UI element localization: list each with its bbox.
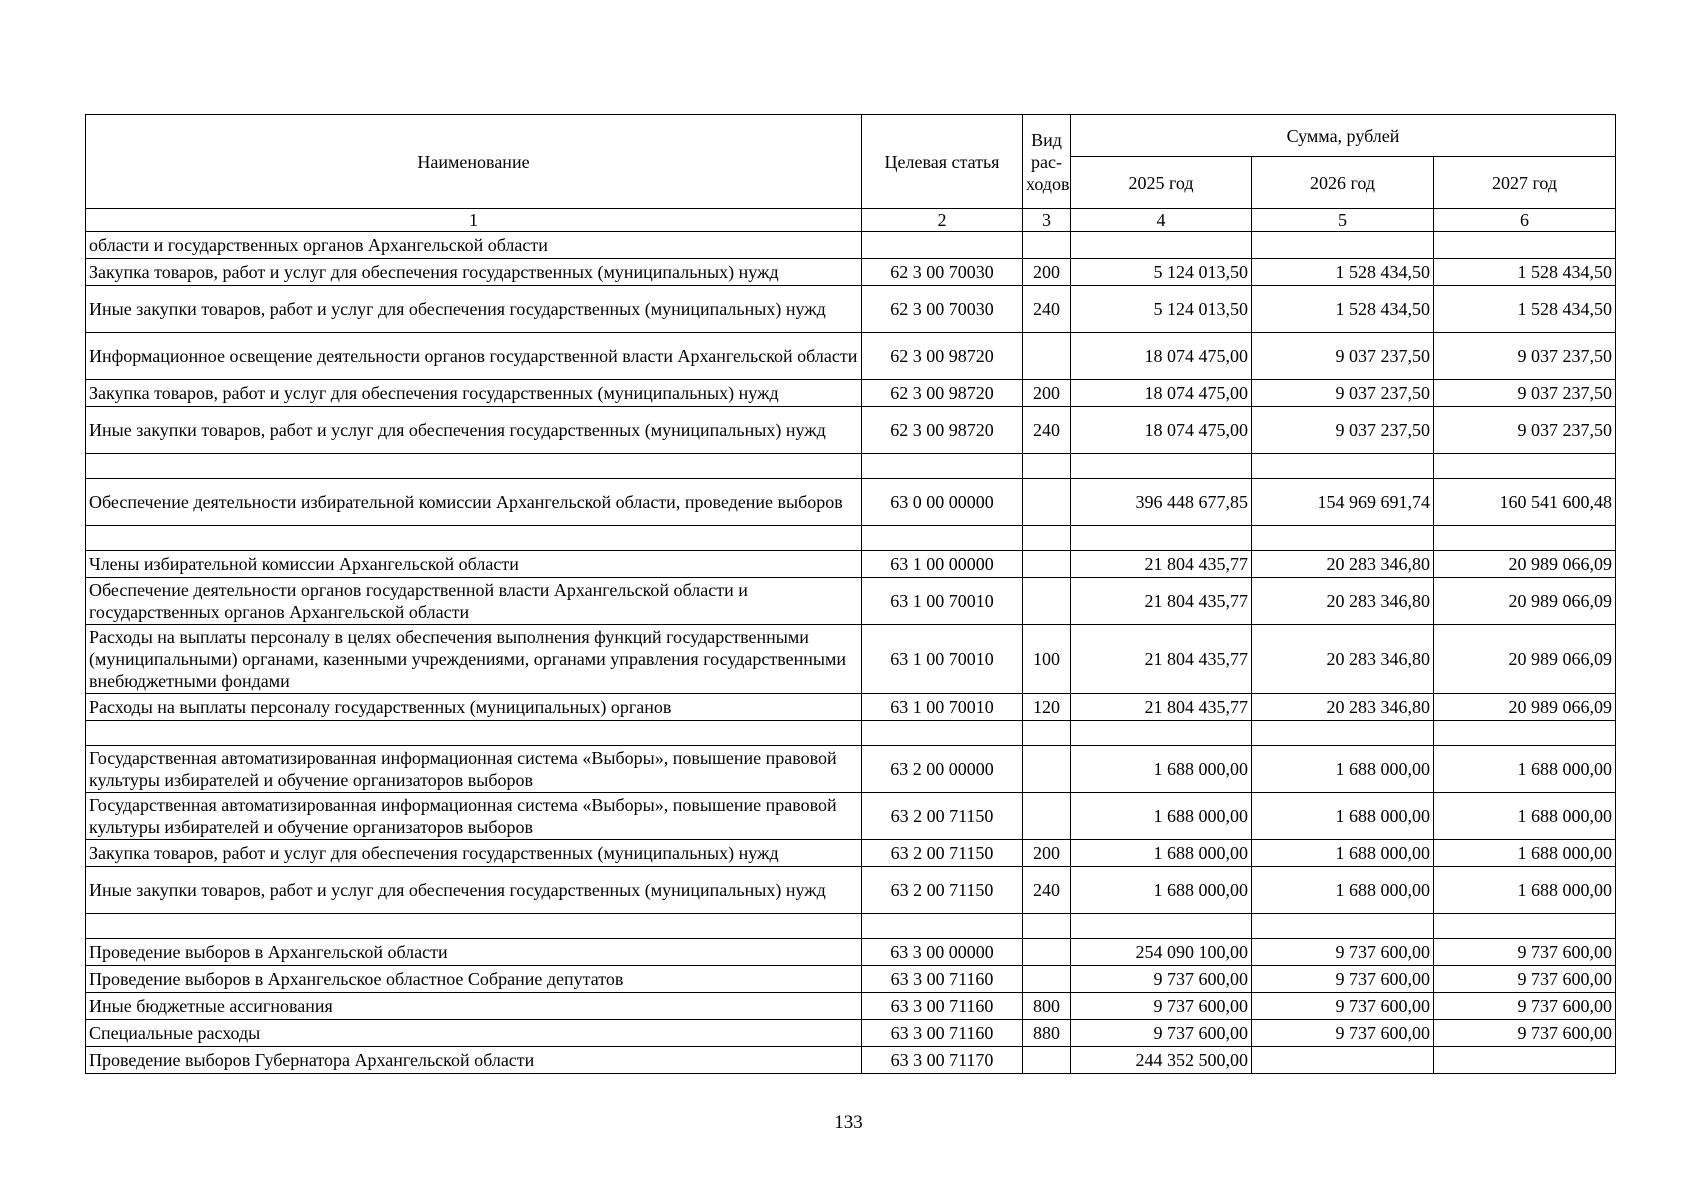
cell-name: Расходы на выплаты персоналу государственных (муниципальных) органов: [86, 694, 862, 721]
cell-amount-2025: [1071, 232, 1252, 259]
cell-amount-2025: 21 804 435,77: [1071, 578, 1252, 625]
table-row: [86, 793, 1616, 840]
cell-amount-2025: 1 688 000,00: [1071, 867, 1252, 914]
table-row: [86, 746, 1616, 793]
table-row: [86, 286, 1616, 333]
cell-name: Проведение выборов Губернатора Архангельской области: [86, 1047, 862, 1074]
cell-amount-2025: 5 124 013,50: [1071, 259, 1252, 286]
cell-name: Иные бюджетные ассигнования: [86, 993, 862, 1020]
cell-target-code: 62 3 00 98720: [862, 380, 1023, 407]
cell-amount-2026: [1252, 232, 1434, 259]
cell-target-code: 63 2 00 71150: [862, 793, 1023, 840]
cell-amount-2026: [1252, 914, 1434, 939]
cell-amount-2027: 9 037 237,50: [1434, 333, 1616, 380]
column-number: 3: [1023, 209, 1071, 232]
header-2026: 2026 год: [1252, 157, 1434, 209]
cell-expense-type: [1023, 578, 1071, 625]
cell-name: [86, 721, 862, 746]
cell-amount-2027: 9 037 237,50: [1434, 380, 1616, 407]
cell-amount-2026: 9 737 600,00: [1252, 993, 1434, 1020]
cell-target-code: 62 3 00 70030: [862, 259, 1023, 286]
cell-amount-2026: 1 688 000,00: [1252, 867, 1434, 914]
cell-target-code: 62 3 00 98720: [862, 333, 1023, 380]
cell-expense-type: [1023, 333, 1071, 380]
cell-amount-2025: [1071, 914, 1252, 939]
cell-name: Проведение выборов в Архангельское областное Собрание депутатов: [86, 966, 862, 993]
table-row: [86, 578, 1616, 625]
cell-amount-2027: [1434, 454, 1616, 479]
column-number-row: [86, 209, 1616, 232]
table-row: [86, 407, 1616, 454]
cell-expense-type: [1023, 914, 1071, 939]
cell-name: Обеспечение деятельности органов государственной власти Архангельской области и государственных органов Архангельской области: [86, 578, 862, 625]
table-row: [86, 1020, 1616, 1047]
table-row: [86, 914, 1616, 939]
table-row: [86, 966, 1616, 993]
cell-target-code: 63 2 00 00000: [862, 746, 1023, 793]
cell-amount-2025: 18 074 475,00: [1071, 380, 1252, 407]
cell-amount-2026: 20 283 346,80: [1252, 551, 1434, 578]
header-row-top: [86, 115, 1616, 157]
cell-amount-2025: 254 090 100,00: [1071, 939, 1252, 966]
table-row: [86, 380, 1616, 407]
cell-expense-type: [1023, 746, 1071, 793]
cell-target-code: 62 3 00 70030: [862, 286, 1023, 333]
cell-expense-type: 800: [1023, 993, 1071, 1020]
budget-table: [85, 114, 1616, 1074]
cell-target-code: 63 3 00 00000: [862, 939, 1023, 966]
cell-amount-2025: 244 352 500,00: [1071, 1047, 1252, 1074]
table-row: [86, 867, 1616, 914]
cell-amount-2027: [1434, 232, 1616, 259]
cell-expense-type: 240: [1023, 286, 1071, 333]
cell-expense-type: [1023, 479, 1071, 526]
cell-amount-2025: 1 688 000,00: [1071, 793, 1252, 840]
cell-expense-type: [1023, 966, 1071, 993]
header-target: Целевая статья: [862, 115, 1023, 209]
cell-expense-type: 100: [1023, 625, 1071, 694]
cell-amount-2027: 1 688 000,00: [1434, 867, 1616, 914]
cell-amount-2026: [1252, 721, 1434, 746]
cell-amount-2025: [1071, 454, 1252, 479]
cell-name: Закупка товаров, работ и услуг для обеспечения государственных (муниципальных) нужд: [86, 380, 862, 407]
cell-amount-2027: [1434, 526, 1616, 551]
cell-amount-2027: [1434, 914, 1616, 939]
page-number: 133: [834, 1112, 863, 1133]
cell-target-code: 63 3 00 71160: [862, 966, 1023, 993]
cell-target-code: 63 1 00 00000: [862, 551, 1023, 578]
cell-amount-2025: 5 124 013,50: [1071, 286, 1252, 333]
cell-target-code: 63 1 00 70010: [862, 578, 1023, 625]
cell-expense-type: [1023, 793, 1071, 840]
cell-expense-type: 200: [1023, 380, 1071, 407]
cell-amount-2025: 396 448 677,85: [1071, 479, 1252, 526]
cell-expense-type: 200: [1023, 840, 1071, 867]
cell-expense-type: 240: [1023, 867, 1071, 914]
cell-name: Специальные расходы: [86, 1020, 862, 1047]
cell-expense-type: [1023, 939, 1071, 966]
header-2025: 2025 год: [1071, 157, 1252, 209]
cell-amount-2026: 9 737 600,00: [1252, 966, 1434, 993]
cell-amount-2026: 9 737 600,00: [1252, 1020, 1434, 1047]
cell-amount-2027: 20 989 066,09: [1434, 578, 1616, 625]
cell-target-code: 63 1 00 70010: [862, 694, 1023, 721]
cell-name: Расходы на выплаты персоналу в целях обеспечения выполнения функций государственными (муниципальными) органами, казенными учреждениями, органами управления государственными внебюджетными фондами: [86, 625, 862, 694]
cell-amount-2027: 1 688 000,00: [1434, 840, 1616, 867]
cell-amount-2026: 1 528 434,50: [1252, 286, 1434, 333]
cell-amount-2025: 18 074 475,00: [1071, 407, 1252, 454]
header-2027: 2027 год: [1434, 157, 1616, 209]
cell-expense-type: [1023, 526, 1071, 551]
table-body: [86, 232, 1616, 1074]
cell-name: [86, 914, 862, 939]
table-row: [86, 694, 1616, 721]
cell-amount-2025: 9 737 600,00: [1071, 1020, 1252, 1047]
cell-target-code: 62 3 00 98720: [862, 407, 1023, 454]
cell-name: [86, 454, 862, 479]
cell-amount-2027: 9 737 600,00: [1434, 993, 1616, 1020]
cell-amount-2026: 1 688 000,00: [1252, 793, 1434, 840]
cell-target-code: [862, 454, 1023, 479]
cell-name: Члены избирательной комиссии Архангельской области: [86, 551, 862, 578]
cell-target-code: [862, 526, 1023, 551]
cell-amount-2027: 9 737 600,00: [1434, 939, 1616, 966]
cell-amount-2025: 1 688 000,00: [1071, 746, 1252, 793]
cell-expense-type: [1023, 454, 1071, 479]
table-row: [86, 551, 1616, 578]
cell-target-code: 63 3 00 71160: [862, 1020, 1023, 1047]
cell-amount-2026: 1 688 000,00: [1252, 746, 1434, 793]
cell-name: Проведение выборов в Архангельской области: [86, 939, 862, 966]
cell-target-code: [862, 914, 1023, 939]
cell-amount-2025: 18 074 475,00: [1071, 333, 1252, 380]
cell-amount-2027: [1434, 721, 1616, 746]
header-name: Наименование: [86, 115, 862, 209]
cell-name: Закупка товаров, работ и услуг для обеспечения государственных (муниципальных) нужд: [86, 259, 862, 286]
cell-name: Государственная автоматизированная информационная система «Выборы», повышение правовой культуры избирателей и обучение организаторов выборов: [86, 746, 862, 793]
cell-amount-2026: 20 283 346,80: [1252, 578, 1434, 625]
table-row: [86, 479, 1616, 526]
cell-target-code: 63 3 00 71160: [862, 993, 1023, 1020]
cell-amount-2026: 1 528 434,50: [1252, 259, 1434, 286]
cell-expense-type: 200: [1023, 259, 1071, 286]
cell-amount-2027: 20 989 066,09: [1434, 694, 1616, 721]
cell-amount-2025: 9 737 600,00: [1071, 993, 1252, 1020]
cell-name: Иные закупки товаров, работ и услуг для обеспечения государственных (муниципальных) нужд: [86, 407, 862, 454]
cell-target-code: 63 0 00 00000: [862, 479, 1023, 526]
cell-expense-type: [1023, 721, 1071, 746]
cell-expense-type: 240: [1023, 407, 1071, 454]
table-row: [86, 993, 1616, 1020]
column-number: 4: [1071, 209, 1252, 232]
header-type: Вид рас-ходов: [1023, 115, 1071, 209]
table-row: [86, 526, 1616, 551]
cell-amount-2027: 160 541 600,48: [1434, 479, 1616, 526]
cell-expense-type: 120: [1023, 694, 1071, 721]
cell-amount-2026: 9 037 237,50: [1252, 380, 1434, 407]
cell-target-code: 63 3 00 71170: [862, 1047, 1023, 1074]
cell-amount-2026: 20 283 346,80: [1252, 694, 1434, 721]
cell-name: Государственная автоматизированная информационная система «Выборы», повышение правовой культуры избирателей и обучение организаторов выборов: [86, 793, 862, 840]
cell-expense-type: 880: [1023, 1020, 1071, 1047]
cell-name: Закупка товаров, работ и услуг для обеспечения государственных (муниципальных) нужд: [86, 840, 862, 867]
header-sum: Сумма, рублей: [1071, 115, 1616, 157]
cell-amount-2025: 21 804 435,77: [1071, 551, 1252, 578]
cell-name: области и государственных органов Архангельской области: [86, 232, 862, 259]
table-row: [86, 939, 1616, 966]
table-row: [86, 259, 1616, 286]
table-row: [86, 1047, 1616, 1074]
cell-name: Информационное освещение деятельности органов государственной власти Архангельской области: [86, 333, 862, 380]
cell-amount-2027: 20 989 066,09: [1434, 551, 1616, 578]
cell-amount-2026: 1 688 000,00: [1252, 840, 1434, 867]
cell-amount-2026: 9 737 600,00: [1252, 939, 1434, 966]
cell-amount-2025: [1071, 526, 1252, 551]
table-row: [86, 840, 1616, 867]
cell-name: Обеспечение деятельности избирательной комиссии Архангельской области, проведение выборов: [86, 479, 862, 526]
cell-name: [86, 526, 862, 551]
cell-amount-2026: [1252, 454, 1434, 479]
cell-amount-2027: 9 037 237,50: [1434, 407, 1616, 454]
table-row: [86, 721, 1616, 746]
cell-amount-2027: 9 737 600,00: [1434, 966, 1616, 993]
cell-amount-2026: [1252, 1047, 1434, 1074]
cell-target-code: 63 2 00 71150: [862, 840, 1023, 867]
cell-amount-2027: 1 688 000,00: [1434, 746, 1616, 793]
cell-target-code: [862, 232, 1023, 259]
table-row: [86, 232, 1616, 259]
column-number: 6: [1434, 209, 1616, 232]
table-row: [86, 333, 1616, 380]
cell-amount-2026: 20 283 346,80: [1252, 625, 1434, 694]
cell-expense-type: [1023, 551, 1071, 578]
cell-name: Иные закупки товаров, работ и услуг для обеспечения государственных (муниципальных) нужд: [86, 286, 862, 333]
table-row: [86, 625, 1616, 694]
cell-amount-2025: 1 688 000,00: [1071, 840, 1252, 867]
cell-amount-2026: 9 037 237,50: [1252, 333, 1434, 380]
cell-target-code: [862, 721, 1023, 746]
cell-expense-type: [1023, 232, 1071, 259]
cell-amount-2027: 1 528 434,50: [1434, 259, 1616, 286]
cell-amount-2025: 21 804 435,77: [1071, 694, 1252, 721]
cell-expense-type: [1023, 1047, 1071, 1074]
column-number: 5: [1252, 209, 1434, 232]
cell-target-code: 63 2 00 71150: [862, 867, 1023, 914]
cell-name: Иные закупки товаров, работ и услуг для обеспечения государственных (муниципальных) нужд: [86, 867, 862, 914]
column-number: 1: [86, 209, 862, 232]
cell-amount-2026: 154 969 691,74: [1252, 479, 1434, 526]
cell-amount-2025: 9 737 600,00: [1071, 966, 1252, 993]
cell-amount-2025: 21 804 435,77: [1071, 625, 1252, 694]
cell-amount-2026: 9 037 237,50: [1252, 407, 1434, 454]
cell-amount-2027: [1434, 1047, 1616, 1074]
table-row: [86, 454, 1616, 479]
cell-amount-2027: 1 688 000,00: [1434, 793, 1616, 840]
cell-amount-2026: [1252, 526, 1434, 551]
cell-amount-2027: 20 989 066,09: [1434, 625, 1616, 694]
cell-amount-2027: 9 737 600,00: [1434, 1020, 1616, 1047]
cell-amount-2027: 1 528 434,50: [1434, 286, 1616, 333]
column-number: 2: [862, 209, 1023, 232]
cell-amount-2025: [1071, 721, 1252, 746]
cell-target-code: 63 1 00 70010: [862, 625, 1023, 694]
